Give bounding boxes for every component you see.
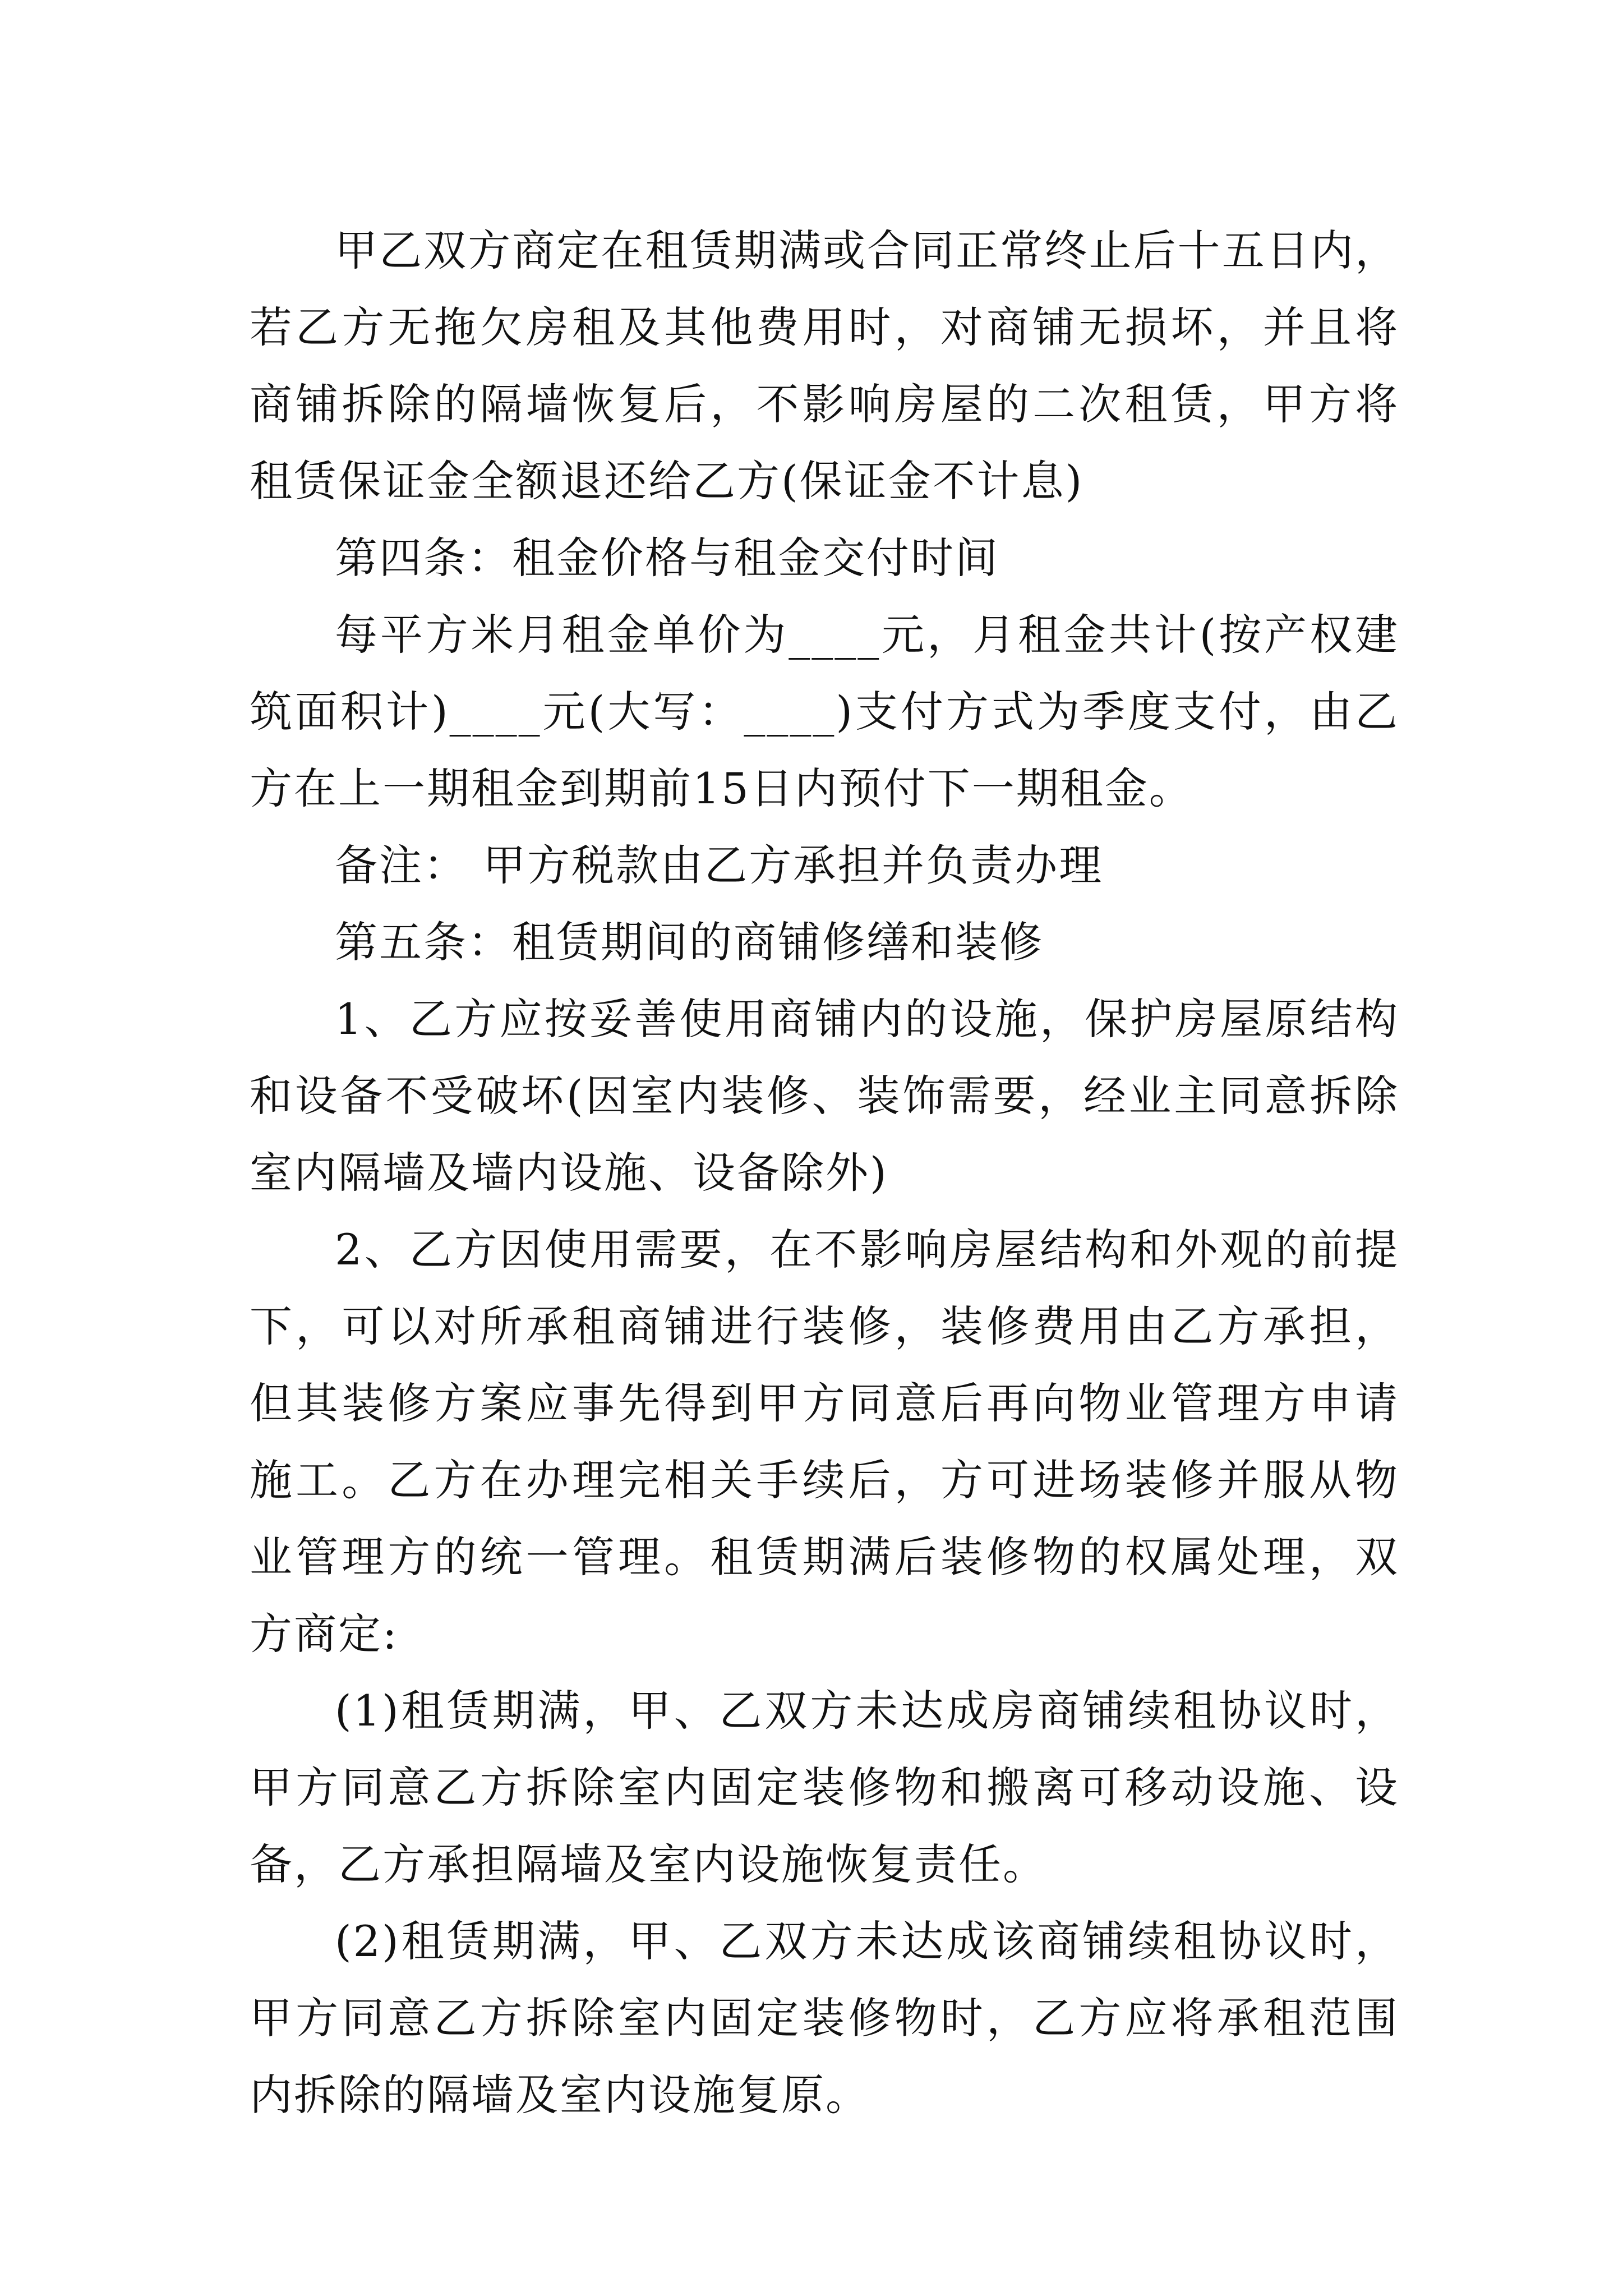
clause-1: 1、乙方应按妥善使用商铺内的设施，保护房屋原结构和设备不受破坏(因室内装修、装饰需要，经业主同意拆除室内隔墙及墙内设施、设备除外)	[250, 994, 1399, 1198]
paragraph-remark: 备注： 甲方税款由乙方承担并负责办理	[335, 840, 1104, 890]
clause-2: 2、乙方因使用需要，在不影响房屋结构和外观的前提下，可以对所承租商铺进行装修，装修费用由乙方承担，但其装修方案应事先得到甲方同意后再向物业管理方申请施工。乙方在办理完相关手续后，方可进场装修并服从物业管理方的统一管理。租赁期满后装修物的权属处理，双方商定:	[250, 1225, 1399, 1659]
document-body	[250, 212, 1399, 2133]
sub-clause-1: (1)租赁期满，甲、乙双方未达成房商铺续租协议时，甲方同意乙方拆除室内固定装修物和搬离可移动设施、设备，乙方承担隔墙及室内设施恢复责任。	[250, 1686, 1399, 1889]
sub-clause-2: (2)租赁期满，甲、乙双方未达成该商铺续租协议时，甲方同意乙方拆除室内固定装修物时，乙方应将承租范围内拆除的隔墙及室内设施复原。	[250, 1916, 1399, 2120]
article-5-heading: 第五条：租赁期间的商铺修缮和装修	[335, 917, 1044, 967]
paragraph-deposit-refund: 甲乙双方商定在租赁期满或合同正常终止后十五日内，若乙方无拖欠房租及其他费用时，对商铺无损坏，并且将商铺拆除的隔墙恢复后，不影响房屋的二次租赁，甲方将租赁保证金全额退还给乙方(保证金不计息)	[250, 226, 1399, 506]
paragraph-rent-price: 每平方米月租金单价为____元，月租金共计(按产权建筑面积计)____元(大写：____)支付方式为季度支付，由乙方在上一期租金到期前15日内预付下一期租金。	[250, 610, 1399, 813]
article-4-heading: 第四条：租金价格与租金交付时间	[335, 533, 999, 583]
